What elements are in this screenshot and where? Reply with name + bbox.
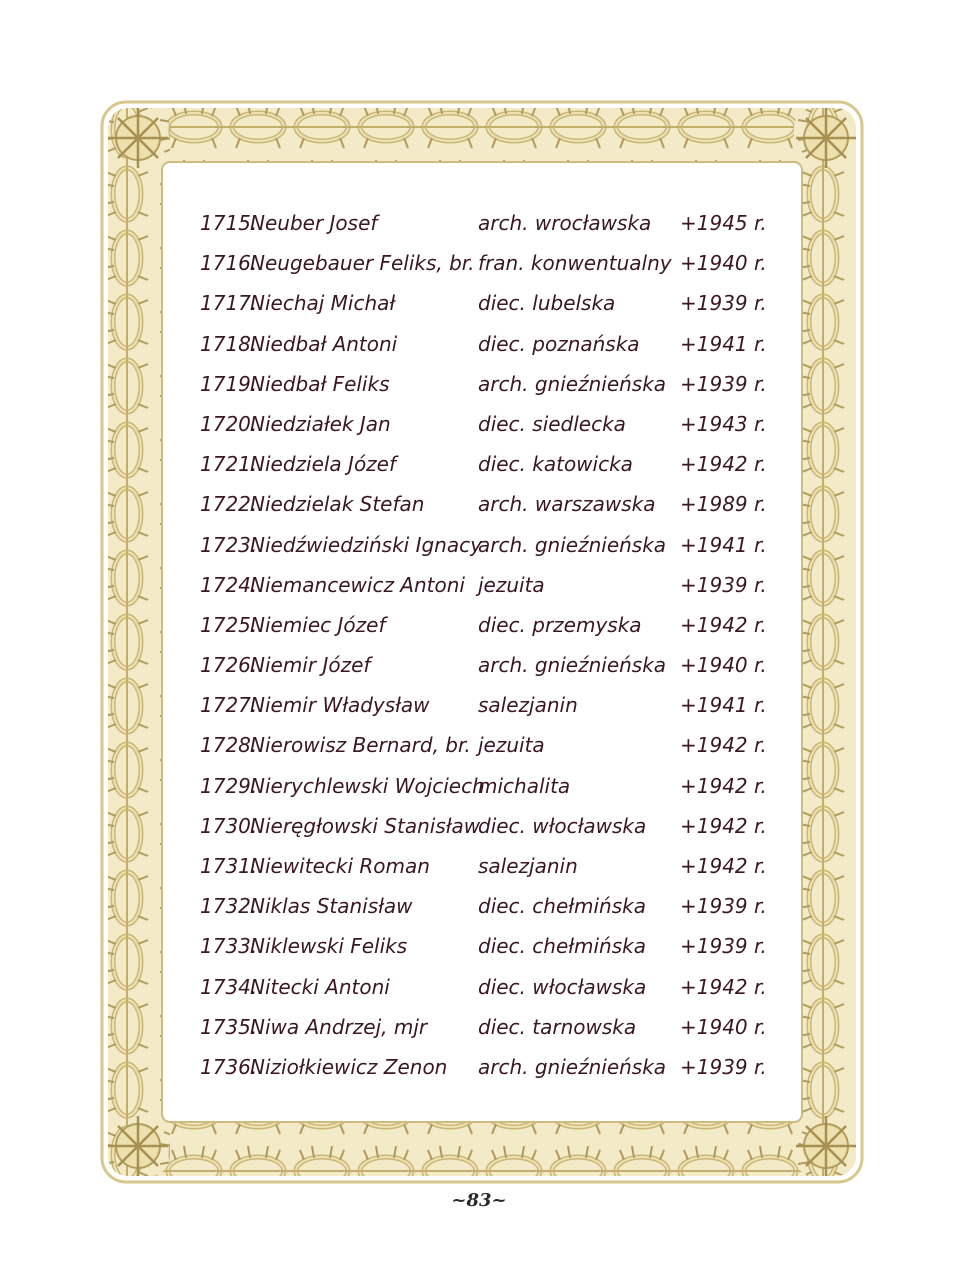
- entry-affiliation: fran. konwentualny: [478, 251, 672, 276]
- entry-number: 1735.: [200, 1014, 258, 1039]
- entry-death-year: +1939 r.: [680, 291, 767, 316]
- entry-death-year: +1942 r.: [680, 854, 767, 878]
- entry-death-year: +1942 r.: [680, 733, 767, 758]
- entry-name: Niwa Andrzej, mjr: [250, 1014, 428, 1039]
- entry-name: Niziołkiewicz Zenon: [250, 1054, 448, 1079]
- list-item: [200, 406, 780, 446]
- list-item: [200, 848, 780, 888]
- entry-affiliation: diec. katowicka: [478, 452, 633, 477]
- entry-death-year: +1989 r.: [680, 492, 767, 517]
- list-item: [200, 245, 780, 285]
- list-item: [200, 205, 780, 245]
- entry-affiliation: diec. włocławska: [478, 813, 647, 838]
- entry-death-year: +1940 r.: [680, 653, 767, 678]
- entry-number: 1732.: [200, 894, 258, 919]
- entry-name: Niemir Władysław: [250, 693, 430, 718]
- frame-top-band: [108, 108, 856, 170]
- entry-number: 1723.: [200, 532, 258, 557]
- entry-number: 1727.: [200, 693, 258, 718]
- list-item: [200, 969, 780, 1009]
- entry-affiliation: arch. gnieźnieńska: [478, 653, 667, 678]
- entry-number: 1718.: [200, 331, 258, 356]
- list-item: [200, 687, 780, 727]
- entry-name: Niedbał Feliks: [250, 371, 390, 396]
- entry-name: Niedziela Józef: [250, 452, 397, 477]
- entry-affiliation: arch. warszawska: [478, 492, 656, 517]
- entry-number: 1733.: [200, 934, 258, 959]
- list-item: [200, 607, 780, 647]
- entry-death-year: +1939 r.: [680, 894, 767, 919]
- entry-number: 1726.: [200, 653, 258, 678]
- entry-affiliation: michalita: [478, 773, 571, 798]
- entry-death-year: +1939 r.: [680, 934, 767, 959]
- frame-left-band: [108, 108, 170, 1176]
- list-item: [200, 727, 780, 767]
- list-item: [200, 486, 780, 526]
- entry-number: 1720.: [200, 411, 258, 436]
- entry-death-year: +1941 r.: [680, 331, 767, 356]
- frame-right-band: [794, 108, 856, 1176]
- entry-name: Neugebauer Feliks, br.: [250, 251, 475, 276]
- entry-name: Niedźwiedziński Ignacy: [250, 532, 482, 557]
- list-item: [200, 888, 780, 928]
- entry-name: Niedziałek Jan: [250, 411, 391, 436]
- entry-number: 1729.: [200, 773, 258, 798]
- entry-affiliation: arch. gnieźnieńska: [478, 532, 667, 557]
- entry-name: Niemiec Józef: [250, 612, 386, 637]
- entry-affiliation: arch. gnieźnieńska: [478, 371, 667, 396]
- entry-death-year: +1941 r.: [680, 693, 767, 718]
- entry-name: Nierychlewski Wojciech: [250, 773, 485, 798]
- entry-name: Nieręgłowski Stanisław: [250, 813, 481, 838]
- entry-name: Nierowisz Bernard, br.: [250, 733, 471, 758]
- list-item: [200, 1049, 780, 1089]
- entry-death-year: +1942 r.: [680, 813, 767, 838]
- list-item: [200, 567, 780, 607]
- entry-affiliation: jezuita: [478, 733, 545, 758]
- entry-number: 1716.: [200, 251, 258, 276]
- entry-name: Nitecki Antoni: [250, 974, 390, 999]
- entry-death-year: +1940 r.: [680, 251, 767, 276]
- entry-number: 1728.: [200, 733, 258, 758]
- entry-number: 1731.: [200, 854, 258, 878]
- list-item: [200, 1009, 780, 1049]
- entry-name: Niedbał Antoni: [250, 331, 398, 356]
- frame-bottom-band: [108, 1114, 856, 1176]
- list-item: [200, 768, 780, 808]
- entry-number: 1724.: [200, 572, 258, 597]
- entry-death-year: +1943 r.: [680, 411, 767, 436]
- entry-death-year: +1941 r.: [680, 532, 767, 557]
- list-item: [200, 527, 780, 567]
- entry-affiliation: diec. chełmińska: [478, 934, 646, 959]
- entry-number: 1715.: [200, 211, 258, 235]
- entry-death-year: +1945 r.: [680, 211, 767, 235]
- entry-name: Neuber Josef: [250, 211, 378, 235]
- list-item: [200, 366, 780, 406]
- list-item: [200, 647, 780, 687]
- entry-number: 1734.: [200, 974, 258, 999]
- entry-affiliation: diec. włocławska: [478, 974, 647, 999]
- martyr-list: [200, 205, 780, 1089]
- entry-affiliation: arch. wrocławska: [478, 211, 652, 235]
- list-item: [200, 326, 780, 366]
- entry-affiliation: diec. siedlecka: [478, 411, 626, 436]
- entry-affiliation: diec. przemyska: [478, 612, 642, 637]
- entry-affiliation: diec. poznańska: [478, 331, 640, 356]
- entry-affiliation: diec. tarnowska: [478, 1014, 637, 1039]
- entry-death-year: +1942 r.: [680, 612, 767, 637]
- entry-name: Niewitecki Roman: [250, 854, 430, 878]
- entry-death-year: +1942 r.: [680, 773, 767, 798]
- entry-death-year: +1939 r.: [680, 371, 767, 396]
- entry-death-year: +1939 r.: [680, 1054, 767, 1079]
- entry-name: Niedzielak Stefan: [250, 492, 425, 517]
- entry-number: 1717.: [200, 291, 258, 316]
- entry-name: Niklas Stanisław: [250, 894, 413, 919]
- entry-affiliation: salezjanin: [478, 693, 578, 718]
- entry-affiliation: arch. gnieźnieńska: [478, 1054, 667, 1079]
- entry-name: Niemir Józef: [250, 653, 371, 678]
- entry-number: 1721.: [200, 452, 258, 477]
- list-item: [200, 285, 780, 325]
- entry-number: 1725.: [200, 612, 258, 637]
- page-number: ~83~: [451, 1190, 507, 1211]
- list-item: [200, 808, 780, 848]
- entry-name: Niklewski Feliks: [250, 934, 408, 959]
- list-item: [200, 446, 780, 486]
- entry-death-year: +1939 r.: [680, 572, 767, 597]
- entry-number: 1730.: [200, 813, 258, 838]
- entry-affiliation: diec. chełmińska: [478, 894, 646, 919]
- entry-affiliation: jezuita: [478, 572, 545, 597]
- entry-number: 1719.: [200, 371, 258, 396]
- entry-death-year: +1942 r.: [680, 974, 767, 999]
- entry-death-year: +1940 r.: [680, 1014, 767, 1039]
- entry-affiliation: diec. lubelska: [478, 291, 616, 316]
- entry-affiliation: salezjanin: [478, 854, 578, 878]
- entry-number: 1736.: [200, 1054, 258, 1079]
- entry-name: Niemancewicz Antoni: [250, 572, 465, 597]
- entry-death-year: +1942 r.: [680, 452, 767, 477]
- list-item: [200, 928, 780, 968]
- entry-name: Niechaj Michał: [250, 291, 396, 316]
- entry-number: 1722.: [200, 492, 258, 517]
